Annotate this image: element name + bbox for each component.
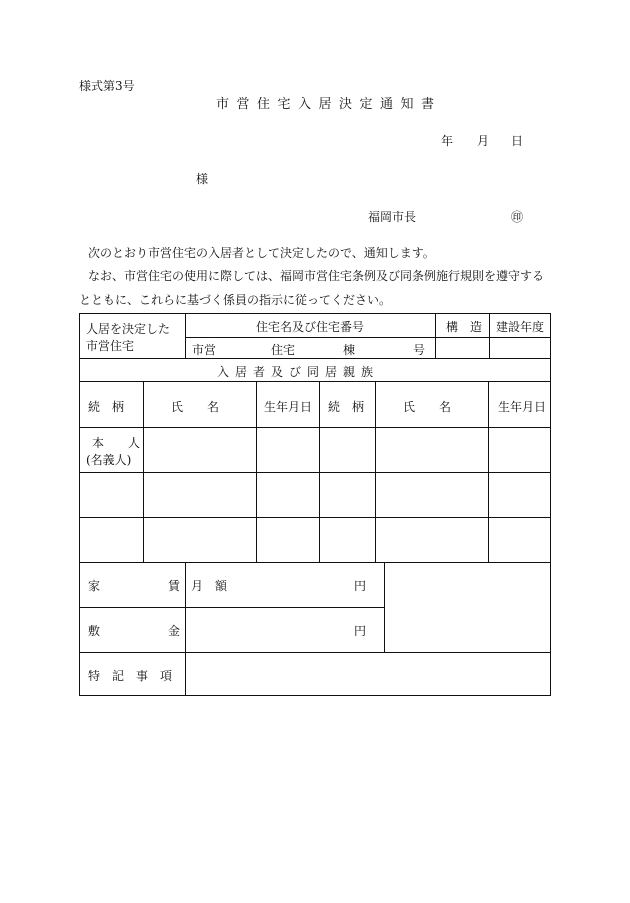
date-month-label: 月	[477, 134, 490, 148]
principal-sublabel: (名義人)	[86, 453, 132, 467]
table-line	[80, 517, 551, 518]
rent-yen-unit: 円	[354, 579, 367, 593]
housing-name-part-building: 棟	[343, 343, 356, 357]
structure-header: 構 造	[446, 320, 483, 334]
addressee-suffix: 様	[196, 172, 209, 186]
column-name-2: 氏 名	[403, 400, 452, 414]
date-year-label: 年	[441, 134, 454, 148]
principal-label: 本 人	[92, 436, 141, 450]
housing-label-line-2: 市営住宅	[86, 339, 135, 353]
table-line	[489, 314, 490, 358]
column-relationship-1: 続 柄	[88, 400, 125, 414]
rent-label-2: 賃	[168, 579, 181, 593]
table-line	[319, 381, 320, 562]
housing-name-header: 住宅名及び住宅番号	[256, 320, 365, 334]
table-line	[375, 381, 376, 562]
table-line	[488, 381, 489, 562]
body-line-3: とともに、これらに基づく係員の指示に従ってください。	[79, 293, 392, 307]
table-line	[80, 381, 551, 382]
table-line	[80, 562, 551, 563]
rent-label-1: 家	[88, 579, 101, 593]
column-birthdate-1: 生年月日	[264, 400, 313, 414]
deposit-label-2: 金	[168, 624, 181, 638]
body-line-1: 次のとおり市営住宅の入居者として決定したので、通知します。	[88, 246, 435, 260]
rent-monthly-label: 月 額	[191, 579, 228, 593]
residents-header: 入居者及び同居親族	[217, 365, 380, 379]
form-number: 様式第3号	[79, 79, 135, 93]
built-year-header: 建設年度	[496, 320, 545, 334]
deposit-label-1: 敷	[88, 624, 101, 638]
column-name-1: 氏 名	[171, 400, 220, 414]
table-line	[80, 358, 551, 359]
notes-label: 特 記 事 項	[88, 669, 173, 683]
table-line	[185, 337, 551, 338]
column-relationship-2: 続 柄	[328, 400, 365, 414]
housing-name-part-number: 号	[413, 343, 426, 357]
table-line	[80, 427, 551, 428]
table-line	[80, 607, 384, 608]
seal-mark: ㊞	[511, 210, 524, 224]
housing-name-part-housing: 住宅	[271, 343, 296, 357]
body-line-2: なお、市営住宅の使用に際しては、福岡市営住宅条例及び同条例施行規則を遵守する	[88, 269, 545, 283]
table-line	[80, 472, 551, 473]
housing-label-line-1: 人居を決定した	[86, 322, 171, 336]
table-line	[384, 562, 385, 652]
table-line	[185, 314, 186, 358]
table-line	[80, 652, 551, 653]
table-line	[256, 381, 257, 562]
table-line	[143, 381, 144, 562]
table-line	[185, 562, 186, 696]
issuer-name: 福岡市長	[368, 210, 417, 224]
document-title: 市営住宅入居決定通知書	[216, 97, 442, 112]
date-day-label: 日	[511, 134, 524, 148]
housing-name-part-city: 市営	[192, 343, 217, 357]
column-birthdate-2: 生年月日	[498, 400, 547, 414]
deposit-yen-unit: 円	[354, 624, 367, 638]
table-line	[435, 314, 436, 358]
notice-table	[79, 313, 551, 696]
